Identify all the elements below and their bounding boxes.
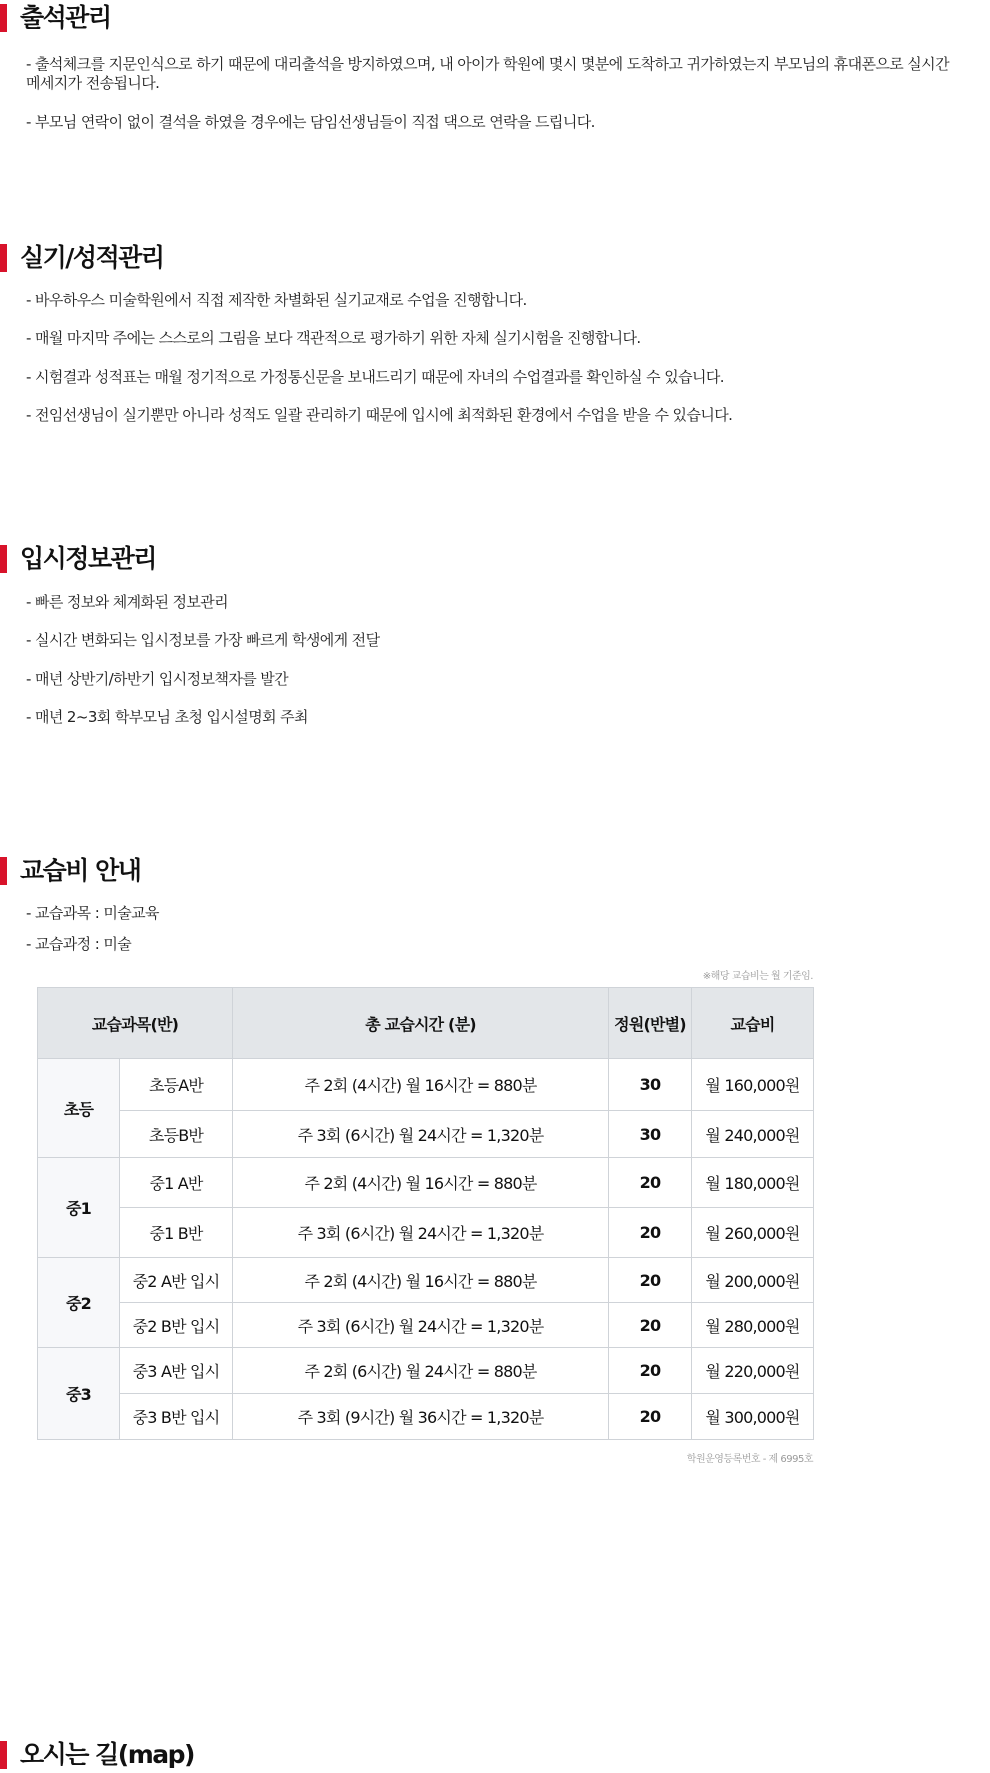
admissions-section: [0, 541, 990, 726]
capacity-cell: 20: [609, 1348, 692, 1394]
map-title: 오시는 길(map): [0, 1737, 990, 1773]
admissions-item-2: - 실시간 변화되는 입시정보를 가장 빠르게 학생에게 전달: [26, 631, 380, 649]
attendance-title: 출석관리: [0, 0, 990, 36]
fee-cell: 월 160,000원: [692, 1059, 814, 1111]
tuition-title: 교습비 안내: [0, 853, 990, 889]
table-row: [38, 1158, 814, 1208]
class-cell: 중2 A반 입시: [120, 1258, 233, 1303]
grades-section: [0, 240, 990, 424]
table-row: [38, 1348, 814, 1394]
class-cell: 중3 A반 입시: [120, 1348, 233, 1394]
grades-item-2: - 매월 마지막 주에는 스스로의 그림을 보다 객관적으로 평가하기 위한 자체 실기시험을 진행합니다.: [26, 329, 641, 347]
table-row: [38, 1208, 814, 1258]
hours-cell: 주 3회 (6시간) 월 24시간 = 1,320분: [233, 1303, 609, 1348]
tuition-table: [37, 987, 814, 1440]
attendance-section: [0, 0, 990, 131]
hours-cell: 주 3회 (9시간) 월 36시간 = 1,320분: [233, 1394, 609, 1440]
level-cell: 초등: [38, 1059, 120, 1158]
header-class: 교습과목(반): [38, 988, 233, 1059]
fee-cell: 월 180,000원: [692, 1158, 814, 1208]
hours-cell: 주 2회 (4시간) 월 16시간 = 880분: [233, 1059, 609, 1111]
fee-cell: 월 220,000원: [692, 1348, 814, 1394]
tuition-subject: - 교습과목 : 미술교육: [26, 904, 159, 922]
class-cell: 중3 B반 입시: [120, 1394, 233, 1440]
tuition-table-header-row: [38, 988, 814, 1059]
class-cell: 초등A반: [120, 1059, 233, 1111]
class-cell: 중2 B반 입시: [120, 1303, 233, 1348]
attendance-item-2: - 부모님 연락이 없이 결석을 하였을 경우에는 담임선생님들이 직접 댁으로 연락을 드립니다.: [26, 113, 595, 131]
admissions-item-1: - 빠른 정보와 체계화된 정보관리: [26, 593, 229, 611]
attendance-item-1: - 출석체크를 지문인식으로 하기 때문에 대리출석을 방지하였으며, 내 아이가 학원에 몇시 몇분에 도착하고 귀가하였는지 부모님의 휴대폰으로 실시간 메세지가 전송됩니다.: [26, 55, 949, 92]
header-hours: 총 교습시간 (분): [233, 988, 609, 1059]
class-cell: 초등B반: [120, 1111, 233, 1158]
level-cell: 중1: [38, 1158, 120, 1258]
hours-cell: 주 2회 (6시간) 월 24시간 = 880분: [233, 1348, 609, 1394]
hours-cell: 주 2회 (4시간) 월 16시간 = 880분: [233, 1258, 609, 1303]
level-cell: 중2: [38, 1258, 120, 1348]
class-cell: 중1 A반: [120, 1158, 233, 1208]
table-row: [38, 1059, 814, 1111]
fee-cell: 월 280,000원: [692, 1303, 814, 1348]
capacity-cell: 20: [609, 1394, 692, 1440]
class-cell: 중1 B반: [120, 1208, 233, 1258]
grades-item-4: - 전임선생님이 실기뿐만 아니라 성적도 일괄 관리하기 때문에 입시에 최적화된 환경에서 수업을 받을 수 있습니다.: [26, 406, 733, 424]
tuition-registration-number: 학원운영등록번호 - 제 6995호: [686, 1454, 813, 1465]
admissions-item-4: - 매년 2~3회 학부모님 초청 입시설명회 주최: [26, 708, 308, 726]
hours-cell: 주 3회 (6시간) 월 24시간 = 1,320분: [233, 1208, 609, 1258]
capacity-cell: 20: [609, 1208, 692, 1258]
grades-item-3: - 시험결과 성적표는 매월 정기적으로 가정통신문을 보내드리기 때문에 자녀의 수업결과를 확인하실 수 있습니다.: [26, 368, 724, 386]
table-row: [38, 1258, 814, 1303]
tuition-note-monthly: ※해당 교습비는 월 기준임.: [702, 971, 813, 982]
hours-cell: 주 2회 (4시간) 월 16시간 = 880분: [233, 1158, 609, 1208]
fee-cell: 월 260,000원: [692, 1208, 814, 1258]
tuition-course: - 교습과정 : 미술: [26, 935, 132, 953]
table-row: [38, 1303, 814, 1348]
capacity-cell: 20: [609, 1258, 692, 1303]
header-capacity: 정원(반별): [609, 988, 692, 1059]
grades-title: 실기/성적관리: [0, 240, 990, 276]
capacity-cell: 30: [609, 1111, 692, 1158]
map-section: [0, 1737, 990, 1773]
fee-cell: 월 240,000원: [692, 1111, 814, 1158]
admissions-title: 입시정보관리: [0, 541, 990, 577]
capacity-cell: 20: [609, 1303, 692, 1348]
fee-cell: 월 200,000원: [692, 1258, 814, 1303]
admissions-item-3: - 매년 상반기/하반기 입시정보책자를 발간: [26, 670, 289, 688]
fee-cell: 월 300,000원: [692, 1394, 814, 1440]
hours-cell: 주 3회 (6시간) 월 24시간 = 1,320분: [233, 1111, 609, 1158]
grades-item-1: - 바우하우스 미술학원에서 직접 제작한 차별화된 실기교재로 수업을 진행합니다.: [26, 291, 527, 309]
level-cell: 중3: [38, 1348, 120, 1440]
capacity-cell: 30: [609, 1059, 692, 1111]
header-fee: 교습비: [692, 988, 814, 1059]
table-row: [38, 1111, 814, 1158]
capacity-cell: 20: [609, 1158, 692, 1208]
table-row: [38, 1394, 814, 1440]
tuition-section: [0, 853, 990, 953]
